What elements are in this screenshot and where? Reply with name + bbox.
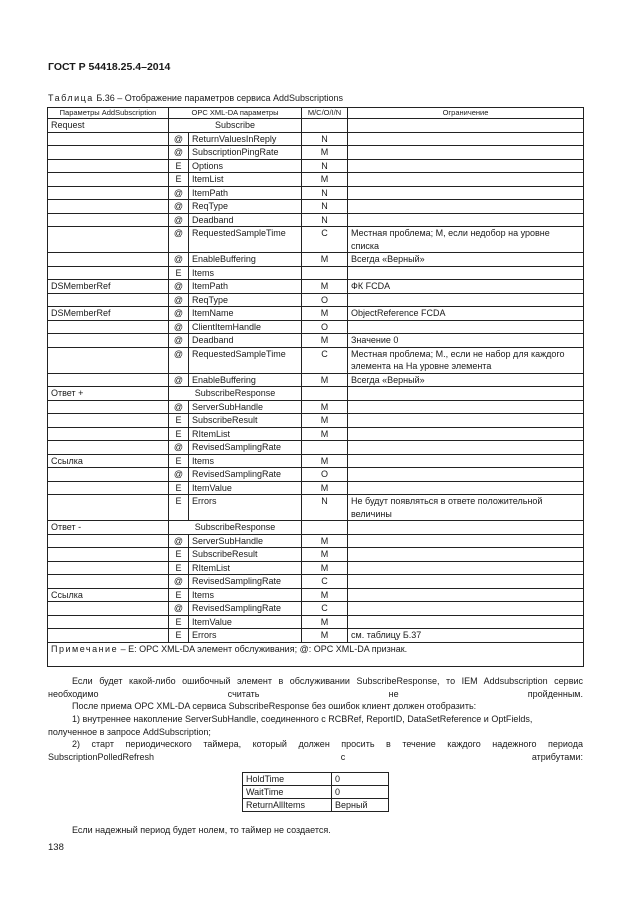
parameter-cell <box>48 320 169 334</box>
occurrence-cell <box>302 521 348 535</box>
constraint-cell <box>348 266 584 280</box>
constraint-cell <box>348 534 584 548</box>
flag-cell: @ <box>169 441 189 455</box>
flag-cell: E <box>169 173 189 187</box>
element-name-cell: SubscribeResponse <box>169 521 302 535</box>
flag-cell: E <box>169 427 189 441</box>
occurrence-cell: M <box>302 400 348 414</box>
flag-cell: E <box>169 414 189 428</box>
occurrence-cell: M <box>302 307 348 321</box>
parameter-cell <box>48 481 169 495</box>
occurrence-cell: M <box>302 454 348 468</box>
constraint-cell: Значение 0 <box>348 334 584 348</box>
element-name-cell: ItemList <box>189 173 302 187</box>
parameter-cell <box>48 334 169 348</box>
table-row <box>48 602 584 616</box>
constraint-cell <box>348 561 584 575</box>
parameter-cell <box>48 575 169 589</box>
parameter-cell: Ответ - <box>48 521 169 535</box>
occurrence-cell: N <box>302 495 348 521</box>
flag-cell: E <box>169 266 189 280</box>
flag-cell: @ <box>169 575 189 589</box>
column-header: Параметры AddSubscription <box>48 108 169 119</box>
table-row <box>48 159 584 173</box>
constraint-cell: Всегда «Верный» <box>348 253 584 267</box>
element-name-cell: ServerSubHandle <box>189 534 302 548</box>
constraint-cell <box>348 454 584 468</box>
table-row <box>48 521 584 535</box>
element-name-cell: SubscriptionPingRate <box>189 146 302 160</box>
table-row <box>48 132 584 146</box>
element-name-cell: RequestedSampleTime <box>189 347 302 373</box>
occurrence-cell: O <box>302 468 348 482</box>
occurrence-cell: M <box>302 427 348 441</box>
occurrence-cell: C <box>302 347 348 373</box>
flag-cell: @ <box>169 146 189 160</box>
constraint-cell <box>348 146 584 160</box>
note-text: – E: OPC XML-DA элемент обслуживания; @: OPC XML-DA признак. <box>120 643 408 654</box>
parameter-cell <box>48 615 169 629</box>
occurrence-cell: M <box>302 173 348 187</box>
table-row <box>48 253 584 267</box>
parameter-cell <box>48 213 169 227</box>
table-row <box>48 414 584 428</box>
table-row <box>48 481 584 495</box>
occurrence-cell: M <box>302 414 348 428</box>
attribute-name: HoldTime <box>243 773 332 786</box>
occurrence-cell: C <box>302 575 348 589</box>
constraint-cell <box>348 427 584 441</box>
flag-cell: E <box>169 588 189 602</box>
constraint-cell <box>348 132 584 146</box>
flag-cell: @ <box>169 293 189 307</box>
element-name-cell: Subscribe <box>169 119 302 133</box>
parameter-cell <box>48 468 169 482</box>
attribute-value: 0 <box>332 786 389 799</box>
flag-cell: @ <box>169 307 189 321</box>
table-row <box>48 441 584 455</box>
element-name-cell: RequestedSampleTime <box>189 227 302 253</box>
flag-cell: @ <box>169 400 189 414</box>
constraint-cell <box>348 293 584 307</box>
table-row <box>48 334 584 348</box>
occurrence-cell: N <box>302 186 348 200</box>
column-header: Ограничение <box>348 108 584 119</box>
attribute-value: Верный <box>332 799 389 812</box>
flag-cell: @ <box>169 253 189 267</box>
flag-cell: E <box>169 548 189 562</box>
flag-cell: E <box>169 561 189 575</box>
element-name-cell: SubscribeResult <box>189 414 302 428</box>
element-name-cell: Items <box>189 266 302 280</box>
occurrence-cell: O <box>302 320 348 334</box>
caption-text: Б.36 – Отображение параметров сервиса AddSubscriptions <box>96 93 344 103</box>
column-header: OPC XML-DA параметры <box>169 108 302 119</box>
flag-cell: @ <box>169 534 189 548</box>
constraint-cell: Местная проблема; М., если не набор для каждого элемента на На уровне элемента <box>348 347 584 373</box>
mapping-table <box>47 107 584 667</box>
occurrence-cell: C <box>302 602 348 616</box>
parameter-cell <box>48 495 169 521</box>
table-row <box>48 588 584 602</box>
parameter-cell <box>48 441 169 455</box>
element-name-cell: Errors <box>189 629 302 643</box>
parameter-cell <box>48 602 169 616</box>
element-name-cell: ItemName <box>189 307 302 321</box>
flag-cell: E <box>169 629 189 643</box>
constraint-cell <box>348 200 584 214</box>
occurrence-cell: N <box>302 213 348 227</box>
constraint-cell <box>348 441 584 455</box>
constraint-cell <box>348 213 584 227</box>
parameter-cell: Request <box>48 119 169 133</box>
occurrence-cell <box>302 441 348 455</box>
constraint-cell: Всегда «Верный» <box>348 373 584 387</box>
flag-cell: @ <box>169 347 189 373</box>
parameter-cell <box>48 293 169 307</box>
occurrence-cell: M <box>302 373 348 387</box>
element-name-cell: Errors <box>189 495 302 521</box>
occurrence-cell: M <box>302 280 348 294</box>
table-row <box>48 119 584 133</box>
parameter-cell <box>48 132 169 146</box>
flag-cell: @ <box>169 602 189 616</box>
occurrence-cell: M <box>302 253 348 267</box>
element-name-cell: ReqType <box>189 200 302 214</box>
constraint-cell <box>348 320 584 334</box>
table-row <box>243 799 389 812</box>
caption-label: Таблица <box>48 93 94 103</box>
flag-cell: E <box>169 481 189 495</box>
parameter-cell <box>48 173 169 187</box>
parameter-cell: DSMemberRef <box>48 280 169 294</box>
parameter-cell <box>48 373 169 387</box>
table-row <box>48 534 584 548</box>
element-name-cell: EnableBuffering <box>189 253 302 267</box>
element-name-cell: RevisedSamplingRate <box>189 441 302 455</box>
constraint-cell: Не будут появляться в ответе положительной величины <box>348 495 584 521</box>
document-header: ГОСТ Р 54418.25.4–2014 <box>48 61 171 73</box>
element-name-cell: ReturnValuesInReply <box>189 132 302 146</box>
constraint-cell <box>348 119 584 133</box>
element-name-cell: EnableBuffering <box>189 373 302 387</box>
element-name-cell: RevisedSamplingRate <box>189 575 302 589</box>
constraint-cell <box>348 414 584 428</box>
parameter-cell <box>48 253 169 267</box>
paragraph: 1) внутреннее накопление ServerSubHandle, соединенного с RCBRef, ReportID, DataSetReference и OptFields, полученное в запросе AddSubscription; <box>48 714 533 737</box>
element-name-cell: RevisedSamplingRate <box>189 468 302 482</box>
element-name-cell: ReqType <box>189 293 302 307</box>
attribute-name: ReturnAllItems <box>243 799 332 812</box>
paragraph: После приема OPC XML-DA сервиса SubscribeResponse без ошибок клиент должен отобразить: <box>72 701 477 711</box>
constraint-cell <box>348 186 584 200</box>
parameter-cell <box>48 548 169 562</box>
parameter-cell <box>48 186 169 200</box>
page-number: 138 <box>48 842 64 853</box>
table-row <box>48 400 584 414</box>
element-name-cell: SubscribeResponse <box>169 387 302 401</box>
occurrence-cell: M <box>302 588 348 602</box>
flag-cell: @ <box>169 334 189 348</box>
table-row <box>48 575 584 589</box>
paragraph: Если надежный период будет нолем, то таймер не создается. <box>72 825 331 835</box>
table-row <box>48 200 584 214</box>
table-row <box>48 561 584 575</box>
table-row <box>48 293 584 307</box>
table-row <box>243 786 389 799</box>
table-row <box>48 468 584 482</box>
table-header-row <box>48 108 584 119</box>
constraint-cell <box>348 159 584 173</box>
occurrence-cell: M <box>302 146 348 160</box>
constraint-cell: ObjectReference FCDA <box>348 307 584 321</box>
table-row <box>48 186 584 200</box>
element-name-cell: RevisedSamplingRate <box>189 602 302 616</box>
element-name-cell: Deadband <box>189 213 302 227</box>
table-row <box>48 173 584 187</box>
flag-cell: @ <box>169 468 189 482</box>
parameter-cell <box>48 159 169 173</box>
table-row <box>48 227 584 253</box>
table-row <box>48 280 584 294</box>
timer-attributes-table <box>242 772 389 812</box>
table-row <box>48 427 584 441</box>
constraint-cell <box>348 602 584 616</box>
table-row <box>48 266 584 280</box>
occurrence-cell: M <box>302 561 348 575</box>
element-name-cell: SubscribeResult <box>189 548 302 562</box>
parameter-cell <box>48 347 169 373</box>
occurrence-cell: N <box>302 200 348 214</box>
parameter-cell: Ответ + <box>48 387 169 401</box>
occurrence-cell: M <box>302 534 348 548</box>
constraint-cell <box>348 615 584 629</box>
parameter-cell <box>48 200 169 214</box>
occurrence-cell: C <box>302 227 348 253</box>
element-name-cell: ServerSubHandle <box>189 400 302 414</box>
constraint-cell <box>348 548 584 562</box>
parameter-cell: DSMemberRef <box>48 307 169 321</box>
element-name-cell: Items <box>189 588 302 602</box>
parameter-cell <box>48 561 169 575</box>
element-name-cell: ClientItemHandle <box>189 320 302 334</box>
table-note-row <box>48 642 584 666</box>
paragraph: Если будет какой-либо ошибочный элемент в обслуживании SubscribeResponse, то IEM Addsubscription сервис необходимо считать не пройденным. <box>48 676 583 699</box>
table-row <box>48 387 584 401</box>
constraint-cell <box>348 588 584 602</box>
table-row <box>48 629 584 643</box>
occurrence-cell: M <box>302 615 348 629</box>
element-name-cell: ItemPath <box>189 280 302 294</box>
table-row <box>243 773 389 786</box>
parameter-cell <box>48 427 169 441</box>
table-row <box>48 454 584 468</box>
flag-cell: @ <box>169 227 189 253</box>
attribute-name: WaitTime <box>243 786 332 799</box>
parameter-cell <box>48 146 169 160</box>
constraint-cell: см. таблицу Б.37 <box>348 629 584 643</box>
occurrence-cell: M <box>302 629 348 643</box>
flag-cell: @ <box>169 200 189 214</box>
constraint-cell: Местная проблема; М, если недобор на уровне списка <box>348 227 584 253</box>
occurrence-cell <box>302 266 348 280</box>
parameter-cell: Ссылка <box>48 588 169 602</box>
parameter-cell <box>48 629 169 643</box>
column-header: M/C/O/I/N <box>302 108 348 119</box>
parameter-cell <box>48 266 169 280</box>
parameter-cell <box>48 227 169 253</box>
occurrence-cell: M <box>302 481 348 495</box>
table-row <box>48 347 584 373</box>
constraint-cell <box>348 468 584 482</box>
element-name-cell: RItemList <box>189 561 302 575</box>
table-row <box>48 146 584 160</box>
flag-cell: @ <box>169 186 189 200</box>
flag-cell: E <box>169 495 189 521</box>
table-note <box>48 642 584 666</box>
element-name-cell: Deadband <box>189 334 302 348</box>
element-name-cell: Options <box>189 159 302 173</box>
table-caption <box>48 93 343 103</box>
constraint-cell <box>348 575 584 589</box>
occurrence-cell: N <box>302 132 348 146</box>
element-name-cell: RItemList <box>189 427 302 441</box>
constraint-cell: ФК FCDA <box>348 280 584 294</box>
constraint-cell <box>348 400 584 414</box>
table-body <box>48 119 584 643</box>
occurrence-cell <box>302 387 348 401</box>
parameter-cell <box>48 400 169 414</box>
occurrence-cell: O <box>302 293 348 307</box>
occurrence-cell <box>302 119 348 133</box>
flag-cell: @ <box>169 213 189 227</box>
table-row <box>48 495 584 521</box>
table-row <box>48 320 584 334</box>
parameter-cell <box>48 534 169 548</box>
flag-cell: @ <box>169 132 189 146</box>
attribute-value: 0 <box>332 773 389 786</box>
note-label: Примечание <box>51 643 119 654</box>
flag-cell: E <box>169 159 189 173</box>
parameter-cell <box>48 414 169 428</box>
paragraph: 2) старт периодического таймера, который должен просить в течение каждого надежного периода SubscriptionPolledRefresh с атрибутами: <box>48 739 583 762</box>
table-row <box>48 213 584 227</box>
flag-cell: E <box>169 615 189 629</box>
table-row <box>48 548 584 562</box>
constraint-cell <box>348 387 584 401</box>
parameter-cell: Ссылка <box>48 454 169 468</box>
occurrence-cell: M <box>302 334 348 348</box>
flag-cell: @ <box>169 320 189 334</box>
occurrence-cell: M <box>302 548 348 562</box>
element-name-cell: ItemValue <box>189 481 302 495</box>
element-name-cell: Items <box>189 454 302 468</box>
element-name-cell: ItemValue <box>189 615 302 629</box>
table-row <box>48 373 584 387</box>
element-name-cell: ItemPath <box>189 186 302 200</box>
occurrence-cell: N <box>302 159 348 173</box>
table-row <box>48 615 584 629</box>
flag-cell: @ <box>169 373 189 387</box>
table-row <box>48 307 584 321</box>
constraint-cell <box>348 173 584 187</box>
constraint-cell <box>348 521 584 535</box>
constraint-cell <box>348 481 584 495</box>
flag-cell: @ <box>169 280 189 294</box>
flag-cell: E <box>169 454 189 468</box>
